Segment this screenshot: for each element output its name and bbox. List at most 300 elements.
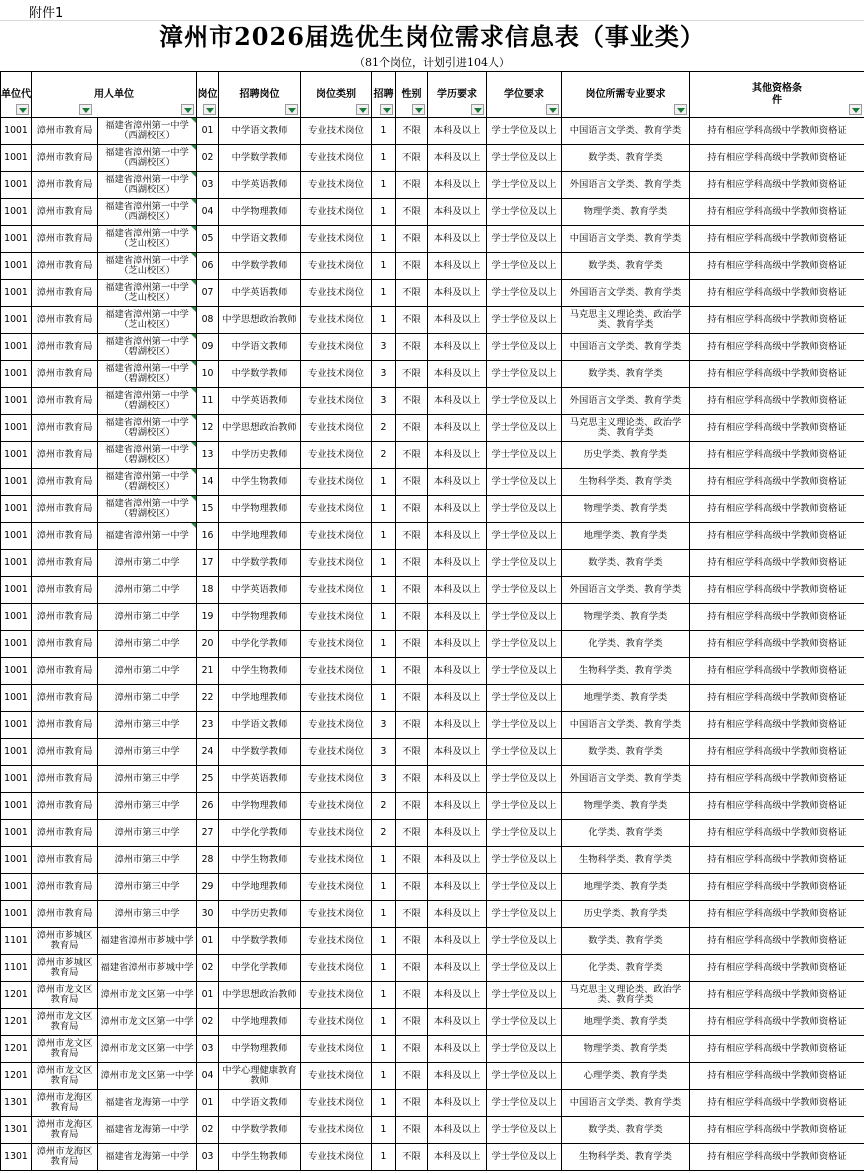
qualification-cell[interactable]: 持有相应学科高级中学教师资格证 xyxy=(690,253,864,280)
unit-code-cell[interactable]: 1101 xyxy=(1,955,32,982)
department-cell[interactable]: 漳州市教育局 xyxy=(32,712,98,739)
recruit-count-cell[interactable]: 2 xyxy=(372,793,396,820)
education-cell[interactable]: 本科及以上 xyxy=(428,928,487,955)
unit-code-cell[interactable]: 1001 xyxy=(1,361,32,388)
recruit-count-cell[interactable]: 3 xyxy=(372,334,396,361)
education-cell[interactable]: 本科及以上 xyxy=(428,1009,487,1036)
position-no-cell[interactable]: 22 xyxy=(197,685,219,712)
degree-cell[interactable]: 学士学位及以上 xyxy=(487,145,562,172)
position-category-cell[interactable]: 专业技术岗位 xyxy=(301,334,372,361)
degree-cell[interactable]: 学士学位及以上 xyxy=(487,1117,562,1144)
position-category-cell[interactable]: 专业技术岗位 xyxy=(301,496,372,523)
department-cell[interactable]: 漳州市龙文区教育局 xyxy=(32,982,98,1009)
unit-code-cell[interactable]: 1001 xyxy=(1,550,32,577)
unit-code-cell[interactable]: 1001 xyxy=(1,658,32,685)
major-cell[interactable]: 数学类、教育学类 xyxy=(562,739,690,766)
position-category-cell[interactable]: 专业技术岗位 xyxy=(301,253,372,280)
major-cell[interactable]: 数学类、教育学类 xyxy=(562,361,690,388)
department-cell[interactable]: 漳州市教育局 xyxy=(32,307,98,334)
qualification-cell[interactable]: 持有相应学科高级中学教师资格证 xyxy=(690,496,864,523)
qualification-cell[interactable]: 持有相应学科高级中学教师资格证 xyxy=(690,442,864,469)
major-cell[interactable]: 马克思主义理论类、政治学类、教育学类 xyxy=(562,307,690,334)
position-no-cell[interactable]: 20 xyxy=(197,631,219,658)
degree-cell[interactable]: 学士学位及以上 xyxy=(487,199,562,226)
employer-cell[interactable]: 福建省漳州第一中学（芝山校区） xyxy=(98,280,197,307)
position-category-cell[interactable]: 专业技术岗位 xyxy=(301,901,372,928)
position-no-cell[interactable]: 16 xyxy=(197,523,219,550)
department-cell[interactable]: 漳州市教育局 xyxy=(32,334,98,361)
position-no-cell[interactable]: 01 xyxy=(197,982,219,1009)
education-cell[interactable]: 本科及以上 xyxy=(428,712,487,739)
unit-code-cell[interactable]: 1001 xyxy=(1,307,32,334)
filter-dropdown-icon[interactable] xyxy=(546,104,559,115)
degree-cell[interactable]: 学士学位及以上 xyxy=(487,334,562,361)
qualification-cell[interactable]: 持有相应学科高级中学教师资格证 xyxy=(690,388,864,415)
department-cell[interactable]: 漳州市芗城区教育局 xyxy=(32,928,98,955)
employer-cell[interactable]: 福建省漳州第一中学（碧湖校区） xyxy=(98,469,197,496)
department-cell[interactable]: 漳州市教育局 xyxy=(32,631,98,658)
position-no-cell[interactable]: 11 xyxy=(197,388,219,415)
qualification-cell[interactable]: 持有相应学科高级中学教师资格证 xyxy=(690,820,864,847)
qualification-cell[interactable]: 持有相应学科高级中学教师资格证 xyxy=(690,550,864,577)
department-cell[interactable]: 漳州市教育局 xyxy=(32,658,98,685)
major-cell[interactable]: 物理学类、教育学类 xyxy=(562,1036,690,1063)
qualification-cell[interactable]: 持有相应学科高级中学教师资格证 xyxy=(690,280,864,307)
qualification-cell[interactable]: 持有相应学科高级中学教师资格证 xyxy=(690,172,864,199)
position-category-cell[interactable]: 专业技术岗位 xyxy=(301,928,372,955)
unit-code-cell[interactable]: 1001 xyxy=(1,172,32,199)
qualification-cell[interactable]: 持有相应学科高级中学教师资格证 xyxy=(690,523,864,550)
unit-code-cell[interactable]: 1201 xyxy=(1,982,32,1009)
position-no-cell[interactable]: 07 xyxy=(197,280,219,307)
position-category-cell[interactable]: 专业技术岗位 xyxy=(301,388,372,415)
filter-dropdown-icon[interactable] xyxy=(285,104,298,115)
position-no-cell[interactable]: 23 xyxy=(197,712,219,739)
position-category-cell[interactable]: 专业技术岗位 xyxy=(301,550,372,577)
employer-cell[interactable]: 福建省漳州第一中学（碧湖校区） xyxy=(98,442,197,469)
education-cell[interactable]: 本科及以上 xyxy=(428,685,487,712)
recruit-count-cell[interactable]: 1 xyxy=(372,1144,396,1171)
employer-cell[interactable]: 漳州市第三中学 xyxy=(98,820,197,847)
unit-code-cell[interactable]: 1201 xyxy=(1,1009,32,1036)
employer-cell[interactable]: 漳州市龙文区第一中学 xyxy=(98,982,197,1009)
degree-cell[interactable]: 学士学位及以上 xyxy=(487,874,562,901)
employer-cell[interactable]: 福建省漳州第一中学（西湖校区） xyxy=(98,199,197,226)
education-cell[interactable]: 本科及以上 xyxy=(428,118,487,145)
gender-cell[interactable]: 不限 xyxy=(396,226,428,253)
recruit-count-cell[interactable]: 1 xyxy=(372,496,396,523)
position-no-cell[interactable]: 17 xyxy=(197,550,219,577)
major-cell[interactable]: 马克思主义理论类、政治学类、教育学类 xyxy=(562,982,690,1009)
degree-cell[interactable]: 学士学位及以上 xyxy=(487,280,562,307)
employer-cell[interactable]: 漳州市第二中学 xyxy=(98,658,197,685)
recruit-count-cell[interactable]: 1 xyxy=(372,928,396,955)
recruit-count-cell[interactable]: 1 xyxy=(372,658,396,685)
unit-code-cell[interactable]: 1001 xyxy=(1,199,32,226)
qualification-cell[interactable]: 持有相应学科高级中学教师资格证 xyxy=(690,145,864,172)
gender-cell[interactable]: 不限 xyxy=(396,1144,428,1171)
position-category-cell[interactable]: 专业技术岗位 xyxy=(301,415,372,442)
gender-cell[interactable]: 不限 xyxy=(396,550,428,577)
major-cell[interactable]: 中国语言文学类、教育学类 xyxy=(562,118,690,145)
education-cell[interactable]: 本科及以上 xyxy=(428,604,487,631)
qualification-cell[interactable]: 持有相应学科高级中学教师资格证 xyxy=(690,577,864,604)
department-cell[interactable]: 漳州市龙海区教育局 xyxy=(32,1144,98,1171)
education-cell[interactable]: 本科及以上 xyxy=(428,550,487,577)
department-cell[interactable]: 漳州市龙文区教育局 xyxy=(32,1063,98,1090)
position-no-cell[interactable]: 03 xyxy=(197,172,219,199)
degree-cell[interactable]: 学士学位及以上 xyxy=(487,631,562,658)
employer-cell[interactable]: 漳州市第三中学 xyxy=(98,901,197,928)
major-cell[interactable]: 生物科学类、教育学类 xyxy=(562,847,690,874)
recruit-count-cell[interactable]: 1 xyxy=(372,577,396,604)
education-cell[interactable]: 本科及以上 xyxy=(428,172,487,199)
recruit-count-cell[interactable]: 1 xyxy=(372,307,396,334)
position-no-cell[interactable]: 12 xyxy=(197,415,219,442)
employer-cell[interactable]: 漳州市第二中学 xyxy=(98,631,197,658)
degree-cell[interactable]: 学士学位及以上 xyxy=(487,1063,562,1090)
department-cell[interactable]: 漳州市教育局 xyxy=(32,874,98,901)
unit-code-cell[interactable]: 1001 xyxy=(1,901,32,928)
gender-cell[interactable]: 不限 xyxy=(396,712,428,739)
recruit-count-cell[interactable]: 1 xyxy=(372,685,396,712)
qualification-cell[interactable]: 持有相应学科高级中学教师资格证 xyxy=(690,1036,864,1063)
gender-cell[interactable]: 不限 xyxy=(396,1090,428,1117)
major-cell[interactable]: 中国语言文学类、教育学类 xyxy=(562,226,690,253)
recruit-position-cell[interactable]: 中学地理教师 xyxy=(219,523,301,550)
education-cell[interactable]: 本科及以上 xyxy=(428,820,487,847)
department-cell[interactable]: 漳州市教育局 xyxy=(32,388,98,415)
qualification-cell[interactable]: 持有相应学科高级中学教师资格证 xyxy=(690,334,864,361)
qualification-cell[interactable]: 持有相应学科高级中学教师资格证 xyxy=(690,1009,864,1036)
gender-cell[interactable]: 不限 xyxy=(396,577,428,604)
qualification-cell[interactable]: 持有相应学科高级中学教师资格证 xyxy=(690,118,864,145)
position-category-cell[interactable]: 专业技术岗位 xyxy=(301,1144,372,1171)
major-cell[interactable]: 数学类、教育学类 xyxy=(562,550,690,577)
filter-dropdown-icon[interactable] xyxy=(203,104,216,115)
degree-cell[interactable]: 学士学位及以上 xyxy=(487,523,562,550)
unit-code-cell[interactable]: 1001 xyxy=(1,874,32,901)
unit-code-cell[interactable]: 1001 xyxy=(1,226,32,253)
position-category-cell[interactable]: 专业技术岗位 xyxy=(301,739,372,766)
unit-code-cell[interactable]: 1001 xyxy=(1,820,32,847)
unit-code-cell[interactable]: 1001 xyxy=(1,793,32,820)
recruit-count-cell[interactable]: 2 xyxy=(372,415,396,442)
department-cell[interactable]: 漳州市教育局 xyxy=(32,361,98,388)
recruit-position-cell[interactable]: 中学物理教师 xyxy=(219,604,301,631)
degree-cell[interactable]: 学士学位及以上 xyxy=(487,604,562,631)
position-category-cell[interactable]: 专业技术岗位 xyxy=(301,577,372,604)
recruit-position-cell[interactable]: 中学生物教师 xyxy=(219,469,301,496)
position-no-cell[interactable]: 04 xyxy=(197,1063,219,1090)
filter-dropdown-icon[interactable] xyxy=(849,104,862,115)
degree-cell[interactable]: 学士学位及以上 xyxy=(487,1090,562,1117)
employer-cell[interactable]: 漳州市第二中学 xyxy=(98,685,197,712)
department-cell[interactable]: 漳州市教育局 xyxy=(32,793,98,820)
major-cell[interactable]: 生物科学类、教育学类 xyxy=(562,1144,690,1171)
position-no-cell[interactable]: 01 xyxy=(197,118,219,145)
position-category-cell[interactable]: 专业技术岗位 xyxy=(301,820,372,847)
gender-cell[interactable]: 不限 xyxy=(396,523,428,550)
gender-cell[interactable]: 不限 xyxy=(396,847,428,874)
position-no-cell[interactable]: 15 xyxy=(197,496,219,523)
education-cell[interactable]: 本科及以上 xyxy=(428,469,487,496)
filter-dropdown-icon[interactable] xyxy=(412,104,425,115)
recruit-count-cell[interactable]: 1 xyxy=(372,280,396,307)
employer-cell[interactable]: 福建省漳州第一中学（芝山校区） xyxy=(98,307,197,334)
recruit-count-cell[interactable]: 1 xyxy=(372,1036,396,1063)
department-cell[interactable]: 漳州市教育局 xyxy=(32,847,98,874)
gender-cell[interactable]: 不限 xyxy=(396,253,428,280)
qualification-cell[interactable]: 持有相应学科高级中学教师资格证 xyxy=(690,658,864,685)
education-cell[interactable]: 本科及以上 xyxy=(428,1144,487,1171)
recruit-position-cell[interactable]: 中学心理健康教育教师 xyxy=(219,1063,301,1090)
unit-code-cell[interactable]: 1201 xyxy=(1,1036,32,1063)
recruit-count-cell[interactable]: 3 xyxy=(372,361,396,388)
gender-cell[interactable]: 不限 xyxy=(396,388,428,415)
position-category-cell[interactable]: 专业技术岗位 xyxy=(301,145,372,172)
degree-cell[interactable]: 学士学位及以上 xyxy=(487,550,562,577)
degree-cell[interactable]: 学士学位及以上 xyxy=(487,820,562,847)
qualification-cell[interactable]: 持有相应学科高级中学教师资格证 xyxy=(690,415,864,442)
education-cell[interactable]: 本科及以上 xyxy=(428,145,487,172)
education-cell[interactable]: 本科及以上 xyxy=(428,442,487,469)
recruit-count-cell[interactable]: 1 xyxy=(372,172,396,199)
position-no-cell[interactable]: 03 xyxy=(197,1144,219,1171)
department-cell[interactable]: 漳州市教育局 xyxy=(32,766,98,793)
degree-cell[interactable]: 学士学位及以上 xyxy=(487,415,562,442)
education-cell[interactable]: 本科及以上 xyxy=(428,415,487,442)
unit-code-cell[interactable]: 1001 xyxy=(1,145,32,172)
recruit-position-cell[interactable]: 中学英语教师 xyxy=(219,577,301,604)
unit-code-cell[interactable]: 1001 xyxy=(1,685,32,712)
recruit-position-cell[interactable]: 中学语文教师 xyxy=(219,1090,301,1117)
major-cell[interactable]: 中国语言文学类、教育学类 xyxy=(562,334,690,361)
department-cell[interactable]: 漳州市龙海区教育局 xyxy=(32,1090,98,1117)
department-cell[interactable]: 漳州市龙海区教育局 xyxy=(32,1117,98,1144)
education-cell[interactable]: 本科及以上 xyxy=(428,631,487,658)
recruit-count-cell[interactable]: 1 xyxy=(372,550,396,577)
department-cell[interactable]: 漳州市教育局 xyxy=(32,118,98,145)
employer-cell[interactable]: 福建省漳州第一中学（碧湖校区） xyxy=(98,334,197,361)
position-no-cell[interactable]: 08 xyxy=(197,307,219,334)
qualification-cell[interactable]: 持有相应学科高级中学教师资格证 xyxy=(690,847,864,874)
gender-cell[interactable]: 不限 xyxy=(396,928,428,955)
gender-cell[interactable]: 不限 xyxy=(396,874,428,901)
education-cell[interactable]: 本科及以上 xyxy=(428,1036,487,1063)
gender-cell[interactable]: 不限 xyxy=(396,496,428,523)
gender-cell[interactable]: 不限 xyxy=(396,307,428,334)
position-category-cell[interactable]: 专业技术岗位 xyxy=(301,982,372,1009)
filter-dropdown-icon[interactable] xyxy=(356,104,369,115)
position-no-cell[interactable]: 13 xyxy=(197,442,219,469)
recruit-count-cell[interactable]: 2 xyxy=(372,820,396,847)
major-cell[interactable]: 外国语言文学类、教育学类 xyxy=(562,172,690,199)
position-category-cell[interactable]: 专业技术岗位 xyxy=(301,712,372,739)
major-cell[interactable]: 外国语言文学类、教育学类 xyxy=(562,766,690,793)
recruit-position-cell[interactable]: 中学历史教师 xyxy=(219,442,301,469)
unit-code-cell[interactable]: 1001 xyxy=(1,847,32,874)
qualification-cell[interactable]: 持有相应学科高级中学教师资格证 xyxy=(690,793,864,820)
major-cell[interactable]: 地理学类、教育学类 xyxy=(562,874,690,901)
position-no-cell[interactable]: 25 xyxy=(197,766,219,793)
department-cell[interactable]: 漳州市教育局 xyxy=(32,820,98,847)
unit-code-cell[interactable]: 1001 xyxy=(1,334,32,361)
major-cell[interactable]: 外国语言文学类、教育学类 xyxy=(562,388,690,415)
unit-code-cell[interactable]: 1001 xyxy=(1,766,32,793)
department-cell[interactable]: 漳州市教育局 xyxy=(32,901,98,928)
employer-cell[interactable]: 漳州市第三中学 xyxy=(98,766,197,793)
degree-cell[interactable]: 学士学位及以上 xyxy=(487,901,562,928)
major-cell[interactable]: 物理学类、教育学类 xyxy=(562,604,690,631)
recruit-count-cell[interactable]: 1 xyxy=(372,523,396,550)
gender-cell[interactable]: 不限 xyxy=(396,631,428,658)
degree-cell[interactable]: 学士学位及以上 xyxy=(487,766,562,793)
unit-code-cell[interactable]: 1001 xyxy=(1,577,32,604)
degree-cell[interactable]: 学士学位及以上 xyxy=(487,469,562,496)
position-no-cell[interactable]: 01 xyxy=(197,928,219,955)
degree-cell[interactable]: 学士学位及以上 xyxy=(487,172,562,199)
qualification-cell[interactable]: 持有相应学科高级中学教师资格证 xyxy=(690,1090,864,1117)
recruit-count-cell[interactable]: 3 xyxy=(372,388,396,415)
recruit-count-cell[interactable]: 1 xyxy=(372,253,396,280)
employer-cell[interactable]: 福建省漳州第一中学（西湖校区） xyxy=(98,118,197,145)
employer-cell[interactable]: 漳州市龙文区第一中学 xyxy=(98,1009,197,1036)
position-no-cell[interactable]: 06 xyxy=(197,253,219,280)
qualification-cell[interactable]: 持有相应学科高级中学教师资格证 xyxy=(690,874,864,901)
education-cell[interactable]: 本科及以上 xyxy=(428,280,487,307)
qualification-cell[interactable]: 持有相应学科高级中学教师资格证 xyxy=(690,631,864,658)
qualification-cell[interactable]: 持有相应学科高级中学教师资格证 xyxy=(690,982,864,1009)
recruit-position-cell[interactable]: 中学数学教师 xyxy=(219,550,301,577)
position-category-cell[interactable]: 专业技术岗位 xyxy=(301,1063,372,1090)
department-cell[interactable]: 漳州市龙文区教育局 xyxy=(32,1036,98,1063)
unit-code-cell[interactable]: 1001 xyxy=(1,442,32,469)
education-cell[interactable]: 本科及以上 xyxy=(428,793,487,820)
department-cell[interactable]: 漳州市教育局 xyxy=(32,442,98,469)
education-cell[interactable]: 本科及以上 xyxy=(428,739,487,766)
position-no-cell[interactable]: 05 xyxy=(197,226,219,253)
department-cell[interactable]: 漳州市教育局 xyxy=(32,145,98,172)
department-cell[interactable]: 漳州市教育局 xyxy=(32,739,98,766)
recruit-count-cell[interactable]: 1 xyxy=(372,469,396,496)
unit-code-cell[interactable]: 1001 xyxy=(1,280,32,307)
major-cell[interactable]: 中国语言文学类、教育学类 xyxy=(562,712,690,739)
position-category-cell[interactable]: 专业技术岗位 xyxy=(301,172,372,199)
recruit-position-cell[interactable]: 中学思想政治教师 xyxy=(219,415,301,442)
unit-code-cell[interactable]: 1001 xyxy=(1,739,32,766)
major-cell[interactable]: 数学类、教育学类 xyxy=(562,1117,690,1144)
education-cell[interactable]: 本科及以上 xyxy=(428,847,487,874)
employer-cell[interactable]: 福建省漳州市芗城中学 xyxy=(98,928,197,955)
position-category-cell[interactable]: 专业技术岗位 xyxy=(301,118,372,145)
department-cell[interactable]: 漳州市龙文区教育局 xyxy=(32,1009,98,1036)
recruit-position-cell[interactable]: 中学数学教师 xyxy=(219,253,301,280)
recruit-position-cell[interactable]: 中学数学教师 xyxy=(219,145,301,172)
position-no-cell[interactable]: 30 xyxy=(197,901,219,928)
recruit-count-cell[interactable]: 3 xyxy=(372,739,396,766)
gender-cell[interactable]: 不限 xyxy=(396,361,428,388)
recruit-count-cell[interactable]: 3 xyxy=(372,766,396,793)
gender-cell[interactable]: 不限 xyxy=(396,901,428,928)
qualification-cell[interactable]: 持有相应学科高级中学教师资格证 xyxy=(690,712,864,739)
position-category-cell[interactable]: 专业技术岗位 xyxy=(301,226,372,253)
unit-code-cell[interactable]: 1001 xyxy=(1,253,32,280)
position-category-cell[interactable]: 专业技术岗位 xyxy=(301,442,372,469)
position-no-cell[interactable]: 02 xyxy=(197,145,219,172)
position-category-cell[interactable]: 专业技术岗位 xyxy=(301,604,372,631)
education-cell[interactable]: 本科及以上 xyxy=(428,226,487,253)
recruit-position-cell[interactable]: 中学化学教师 xyxy=(219,631,301,658)
department-cell[interactable]: 漳州市教育局 xyxy=(32,550,98,577)
degree-cell[interactable]: 学士学位及以上 xyxy=(487,1009,562,1036)
qualification-cell[interactable]: 持有相应学科高级中学教师资格证 xyxy=(690,739,864,766)
major-cell[interactable]: 地理学类、教育学类 xyxy=(562,523,690,550)
recruit-position-cell[interactable]: 中学语文教师 xyxy=(219,334,301,361)
recruit-position-cell[interactable]: 中学物理教师 xyxy=(219,496,301,523)
department-cell[interactable]: 漳州市教育局 xyxy=(32,415,98,442)
department-cell[interactable]: 漳州市教育局 xyxy=(32,604,98,631)
recruit-count-cell[interactable]: 1 xyxy=(372,199,396,226)
department-cell[interactable]: 漳州市教育局 xyxy=(32,469,98,496)
education-cell[interactable]: 本科及以上 xyxy=(428,334,487,361)
major-cell[interactable]: 历史学类、教育学类 xyxy=(562,901,690,928)
qualification-cell[interactable]: 持有相应学科高级中学教师资格证 xyxy=(690,226,864,253)
unit-code-cell[interactable]: 1301 xyxy=(1,1090,32,1117)
qualification-cell[interactable]: 持有相应学科高级中学教师资格证 xyxy=(690,199,864,226)
unit-code-cell[interactable]: 1001 xyxy=(1,118,32,145)
employer-cell[interactable]: 福建省漳州第一中学 xyxy=(98,523,197,550)
qualification-cell[interactable]: 持有相应学科高级中学教师资格证 xyxy=(690,685,864,712)
recruit-position-cell[interactable]: 中学语文教师 xyxy=(219,712,301,739)
employer-cell[interactable]: 漳州市第二中学 xyxy=(98,550,197,577)
gender-cell[interactable]: 不限 xyxy=(396,199,428,226)
recruit-position-cell[interactable]: 中学语文教师 xyxy=(219,226,301,253)
education-cell[interactable]: 本科及以上 xyxy=(428,982,487,1009)
gender-cell[interactable]: 不限 xyxy=(396,280,428,307)
education-cell[interactable]: 本科及以上 xyxy=(428,955,487,982)
education-cell[interactable]: 本科及以上 xyxy=(428,874,487,901)
major-cell[interactable]: 物理学类、教育学类 xyxy=(562,793,690,820)
gender-cell[interactable]: 不限 xyxy=(396,442,428,469)
position-category-cell[interactable]: 专业技术岗位 xyxy=(301,1117,372,1144)
employer-cell[interactable]: 漳州市龙文区第一中学 xyxy=(98,1063,197,1090)
position-category-cell[interactable]: 专业技术岗位 xyxy=(301,523,372,550)
employer-cell[interactable]: 福建省漳州第一中学（西湖校区） xyxy=(98,145,197,172)
employer-cell[interactable]: 福建省漳州第一中学（碧湖校区） xyxy=(98,388,197,415)
qualification-cell[interactable]: 持有相应学科高级中学教师资格证 xyxy=(690,1144,864,1171)
employer-cell[interactable]: 漳州市龙文区第一中学 xyxy=(98,1036,197,1063)
recruit-position-cell[interactable]: 中学化学教师 xyxy=(219,955,301,982)
unit-code-cell[interactable]: 1101 xyxy=(1,928,32,955)
position-no-cell[interactable]: 04 xyxy=(197,199,219,226)
filter-dropdown-icon[interactable] xyxy=(471,104,484,115)
department-cell[interactable]: 漳州市教育局 xyxy=(32,496,98,523)
position-no-cell[interactable]: 19 xyxy=(197,604,219,631)
major-cell[interactable]: 生物科学类、教育学类 xyxy=(562,469,690,496)
unit-code-cell[interactable]: 1001 xyxy=(1,604,32,631)
filter-dropdown-icon[interactable] xyxy=(181,104,194,115)
position-category-cell[interactable]: 专业技术岗位 xyxy=(301,280,372,307)
position-no-cell[interactable]: 14 xyxy=(197,469,219,496)
gender-cell[interactable]: 不限 xyxy=(396,118,428,145)
degree-cell[interactable]: 学士学位及以上 xyxy=(487,307,562,334)
degree-cell[interactable]: 学士学位及以上 xyxy=(487,496,562,523)
gender-cell[interactable]: 不限 xyxy=(396,1063,428,1090)
employer-cell[interactable]: 漳州市第三中学 xyxy=(98,874,197,901)
recruit-count-cell[interactable]: 1 xyxy=(372,874,396,901)
filter-dropdown-icon[interactable] xyxy=(79,104,92,115)
